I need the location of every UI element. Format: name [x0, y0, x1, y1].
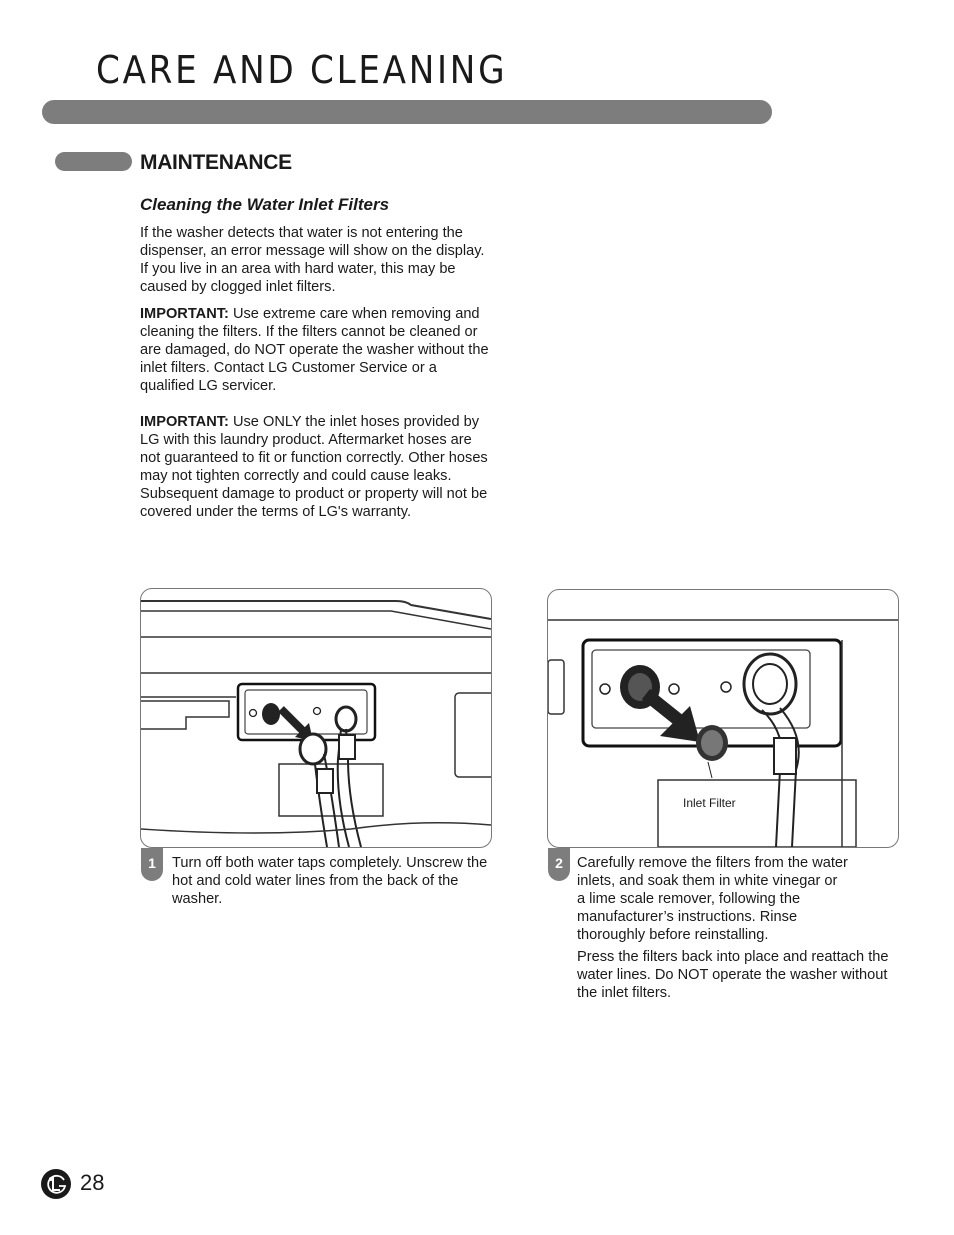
- section-pill: [55, 152, 132, 171]
- lg-logo-icon: [40, 1168, 72, 1200]
- inlet-filter-callout: Inlet Filter: [683, 796, 736, 810]
- chapter-title: CARE AND CLEANING: [96, 48, 508, 92]
- step-2-text-b: Press the filters back into place and reattach the water lines. Do NOT operate the washer without the inlet filters.: [577, 949, 889, 1001]
- important-paragraph-1: [140, 305, 490, 395]
- important-paragraph-2: [140, 413, 490, 521]
- figure-step-2: [547, 589, 899, 848]
- subsection-title: Cleaning the Water Inlet Filters: [140, 195, 390, 214]
- step-badge-2: 2: [548, 848, 570, 881]
- important-label-2: IMPORTANT:: [140, 414, 229, 430]
- step-badge-1: 1: [141, 848, 163, 881]
- intro-paragraph: If the washer detects that water is not entering the dispenser, an error message will show on the display. If you live in an area with hard water, this may be caused by clogged inlet filters.: [140, 225, 485, 295]
- step-2-text-a: Carefully remove the filters from the water inlets, and soak them in white vinegar or a lime scale remover, following the manufacturer’s instructions. Rinse thoroughly before reinstalling.: [577, 855, 848, 943]
- important-label-1: IMPORTANT:: [140, 306, 229, 322]
- step-1-text: Turn off both water taps completely. Unscrew the hot and cold water lines from the back of the washer.: [172, 855, 488, 907]
- figure-step-1: [140, 588, 492, 848]
- washer-back-illustration-1: [141, 589, 491, 847]
- section-title: MAINTENANCE: [140, 151, 292, 174]
- important-text-1: Use extreme care when removing and cleaning the filters. If the filters cannot be cleaned or are damaged, do NOT operate the washer without the inlet filters. Contact LG Customer Service or a qualified LG servicer.: [140, 306, 489, 394]
- important-text-2: Use ONLY the inlet hoses provided by LG with this laundry product. Aftermarket hoses are not guaranteed to fit or function correctly. Other hoses may not tighten correctly and could cause leaks. Subsequent damage to product or property will not be covered under the terms of LG's warranty.: [140, 414, 488, 520]
- page-number: 28: [80, 1170, 105, 1195]
- title-bar: [42, 100, 772, 124]
